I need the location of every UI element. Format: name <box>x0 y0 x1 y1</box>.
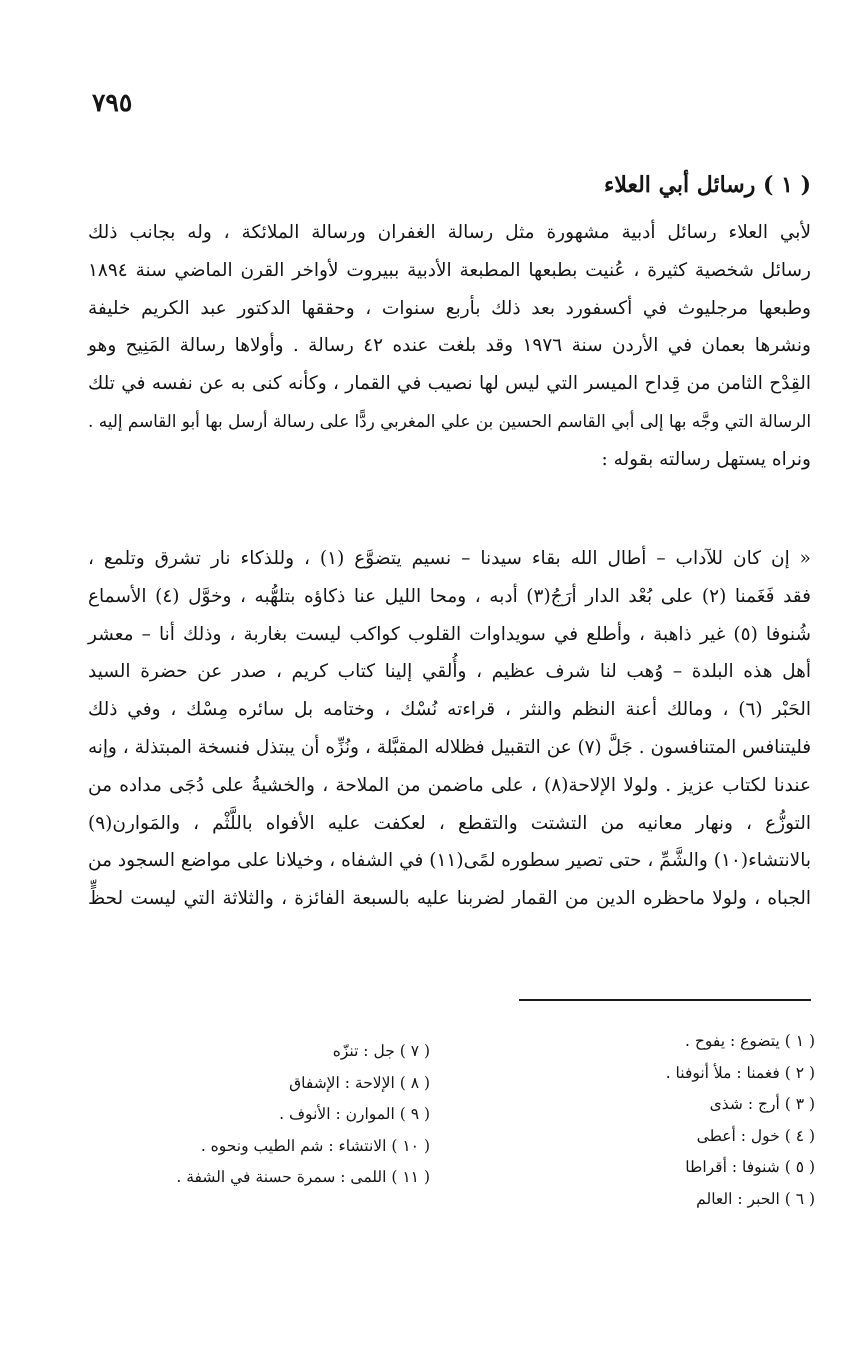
footnote: ( ٧ ) جل : تنزّه <box>332 1042 430 1060</box>
footnote: ( ١٠ ) الانتشاء : شم الطيب ونحوه . <box>200 1136 430 1155</box>
intro-line: رسائل شخصية كثيرة ، عُنيت بطبعها المطبعة الأدبية ببيروت لأواخر القرن الماضي سنة ١٨٩٤ <box>88 259 811 281</box>
footnote: ( ١١ ) اللمى : سمرة حسنة في الشفة . <box>176 1168 430 1186</box>
quote-line: فليتنافس المتنافسون . جَلَّ (٧) عن التقبيل فظلاله المقبَّلة ، ونُزِّه أن يبتذل فنسخة المبتذلة ، وإنه <box>88 736 811 758</box>
footnote-separator <box>519 999 811 1001</box>
intro-line: ونراه يستهل رسالته بقوله : <box>601 448 811 470</box>
footnotes-column-left <box>176 1036 430 1194</box>
quote-line: فقد فَغَمنا (٢) على بُعْد الدار أرَجُ(٣) أدبه ، ومحا الليل عنا ذكاؤه بتلهُّبه ، وخوَّل (٤) الأسماع <box>88 585 812 607</box>
page-number: ٧٩٥ <box>92 88 133 117</box>
footnote: ( ١ ) يتضوع : يفوح . <box>685 1032 815 1050</box>
intro-line: وطبعها مرجليوث في أكسفورد بعد ذلك بأربع سنوات ، وحققها الدكتور عبد الكريم خليفة <box>88 297 811 319</box>
intro-line: الرسالة التي وجَّه بها إلى أبي القاسم الحسين بن علي المغربي ردًّا على رسالة أرسل بها أبو القاسم إليه . <box>88 410 811 431</box>
footnote: ( ٣ ) أرج : شذى <box>709 1095 815 1113</box>
section-title: ( ١ ) رسائل أبي العلاء <box>604 172 811 198</box>
intro-line: ونشرها بعمان في الأردن سنة ١٩٧٦ وقد بلغت عنده ٤٢ رسالة . وأولاها رسالة المَنِيح وهو <box>88 335 811 357</box>
quote-line: « إن كان للآداب – أطال الله بقاء سيدنا – نسيم يتضوَّع (١) ، وللذكاء نار تشرق وتلمع ، <box>88 548 811 569</box>
footnote: ( ٤ ) خول : أعطى <box>696 1126 815 1145</box>
footnote: ( ٦ ) الحبر : العالم <box>696 1189 815 1208</box>
quote-line: بالانتشاء(١٠) والشَّمِّ ، حتى تصير سطوره لمًى(١١) في الشفاه ، وخيلانا على مواضع السجود من <box>88 850 811 872</box>
footnote: ( ٢ ) فغمنا : ملأ أنوفنا . <box>665 1063 815 1082</box>
intro-paragraph <box>88 214 811 479</box>
footnote: ( ٥ ) شنوفا : أقراطا <box>685 1158 815 1176</box>
footnotes-column-right <box>666 1026 815 1215</box>
footnote: ( ٨ ) الإلاحة : الإشفاق <box>289 1073 430 1092</box>
quote-line: أهل هذه البلدة – وُهب لنا شرف عظيم ، وأُلقي إلينا كتاب كريم ، صدر عن حضرة السيد <box>88 661 811 683</box>
intro-line: لأبي العلاء رسائل أدبية مشهورة مثل رسالة الغفران ورسالة الملائكة ، وله بجانب ذلك <box>88 222 811 243</box>
intro-line: القِدْح الثامن من قِداح الميسر التي ليس لها نصيب في القمار ، وكأنه كنى به عن نفسه في تلك <box>88 373 811 395</box>
quote-line: الحَبْر (٦) ، ومالك أعنة النظم والنثر ، قراءته نُسْك ، وختامه بل سائره مِسْك ، وفي ذلك <box>88 699 811 721</box>
quoted-letter <box>88 540 811 918</box>
quote-line: شُنوفا (٥) غير ذاهبة ، وأطلع في سويداوات القلوب كواكب ليست بغاربة ، وذلك أنا – معشر <box>88 623 811 645</box>
quote-line: عندنا لكتاب عزيز . ولولا الإلاحة(٨) ، على ماضمن من الملاحة ، والخشيةُ على دُجَى مداده من <box>88 774 811 796</box>
footnote: ( ٩ ) الموارن : الأنوف . <box>279 1105 430 1123</box>
quote-line: الجباه ، ولولا ماحظره الدين من القمار لضربنا عليه بالسبعة الفائزة ، والثلاثة التي ليست لحظٍّ <box>88 888 811 910</box>
quote-line: التوزُّع ، ونهار معانيه من التشتت والتقطع ، لعكفت عليه الأفواه باللَّثْم ، والمَوارن(٩) <box>88 812 811 834</box>
